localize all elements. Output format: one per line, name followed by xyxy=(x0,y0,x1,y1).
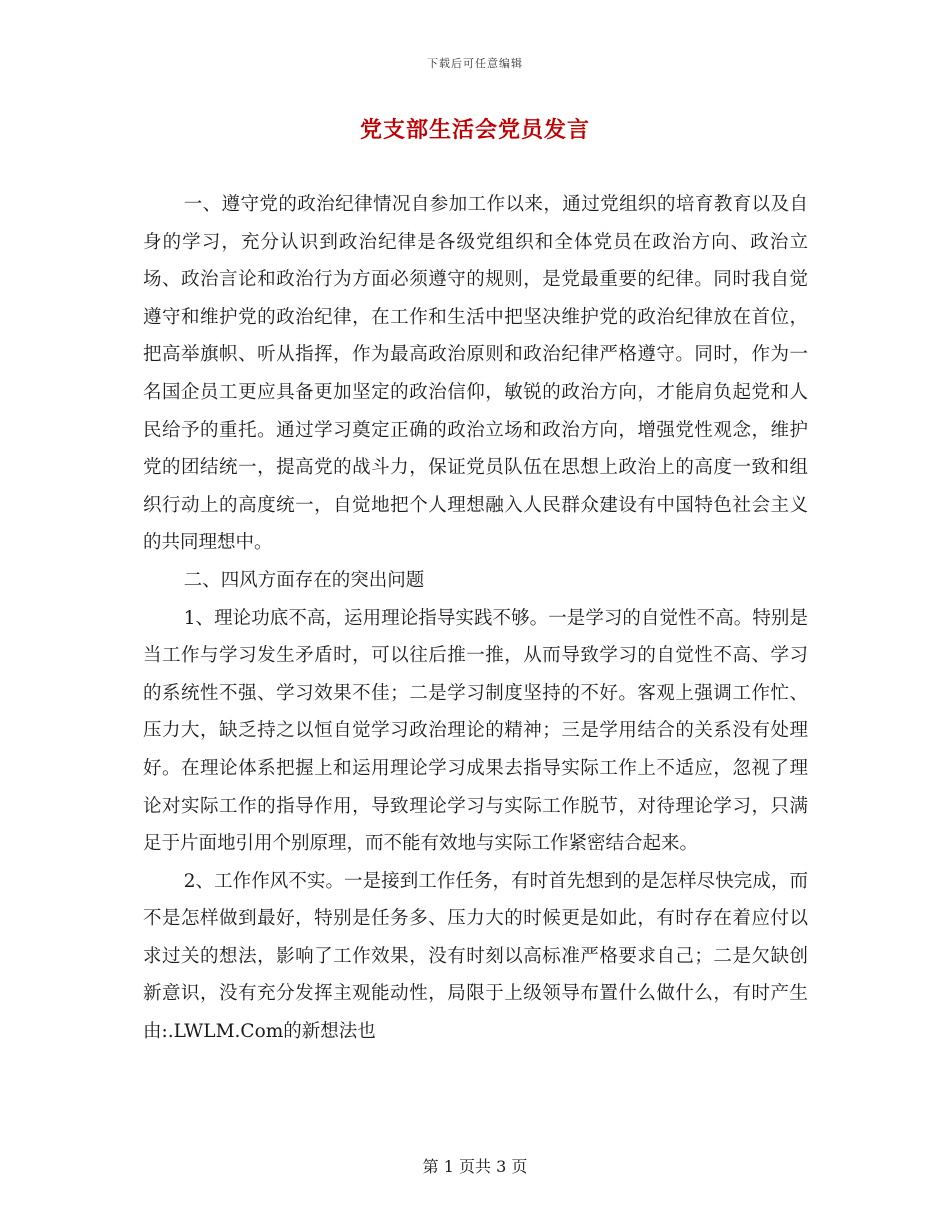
paragraph-theory-foundation: 1、理论功底不高，运用理论指导实践不够。一是学习的自觉性不高。特别是当工作与学习发生矛盾时，可以往后推一推，从而导致学习的自觉性不高、学习的系统性不强、学习效果不佳；二是学习制度坚持的不好。客观上强调工作忙、压力大，缺乏持之以恒自觉学习政治理论的精神；三是学用结合的关系没有处理好。在理论体系把握上和运用理论学习成果去指导实际工作上不适应，忽视了理论对实际工作的指导作用，导致理论学习与实际工作脱节，对待理论学习，只满足于片面地引用个别原理，而不能有效地与实际工作紧密结合起来。 xyxy=(143,607,808,855)
paragraph-four-styles-heading: 二、四风方面存在的突出问题 xyxy=(183,569,425,591)
header-note: 下载后可任意编辑 xyxy=(427,57,523,70)
page-footer: 第 1 页共 3 页 xyxy=(422,1157,528,1176)
paragraph-political-discipline: 一、遵守党的政治纪律情况自参加工作以来，通过党组织的培育教育以及自身的学习，充分认识到政治纪律是各级党组织和全体党员在政治方向、政治立场、政治言论和政治行为方面必须遵守的规则，是党最重要的纪律。同时我自觉遵守和维护党的政治纪律，在工作和生活中把坚决维护党的政治纪律放在首位，把高举旗帜、听从指挥，作为最高政治原则和政治纪律严格遵守。同时，作为一名国企员工更应具备更加坚定的政治信仰，敏锐的政治方向，才能肩负起党和人民给予的重托。通过学习奠定正确的政治立场和政治方向，增强党性观念，维护党的团结统一，提高党的战斗力，保证党员队伍在思想上政治上的高度一致和组织行动上的高度统一，自觉地把个人理想融入人民群众建设有中国特色社会主义的共同理想中。 xyxy=(143,194,808,554)
document-title: 党支部生活会党员发言 xyxy=(359,117,590,143)
document-body xyxy=(143,186,808,1051)
paragraph-work-style: 2、工作作风不实。一是接到工作任务，有时首先想到的是怎样尽快完成，而不是怎样做到最好，特别是任务多、压力大的时候更是如此，有时存在着应付以求过关的想法，影响了工作效果，没有时刻以高标准严格要求自己；二是欠缺创新意识，没有充分发挥主观能动性，局限于上级领导布置什么做什么，有时产生由:.LWLM.Com的新想法也 xyxy=(143,870,808,1043)
